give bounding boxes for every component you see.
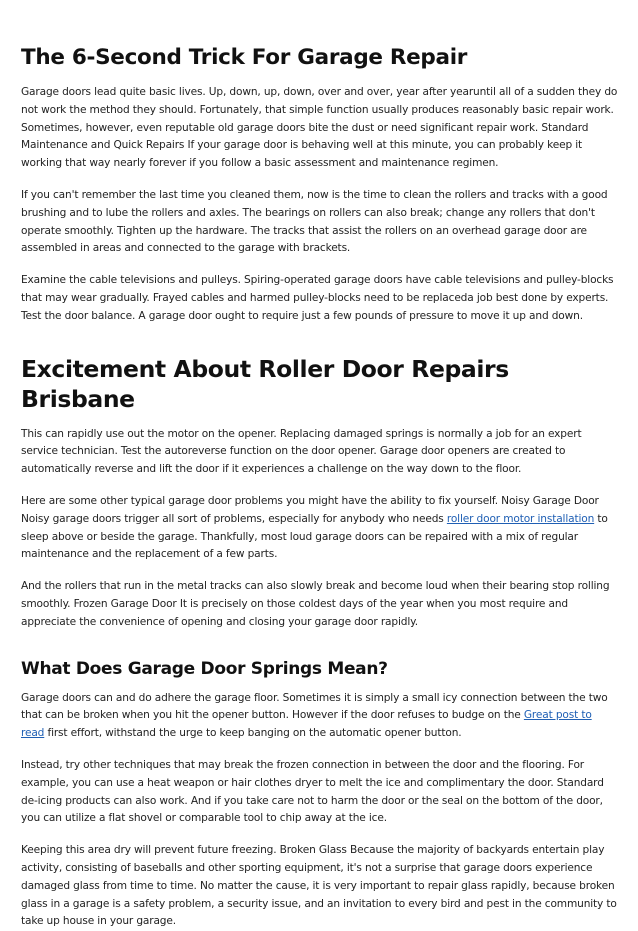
- paragraph: Instead, try other techniques that may break the frozen connection in between the door and the flooring. For example, you can use a heat weapon or hair clothes dryer to melt the ice and complimentary the door. Standard de-icing products can also work. And if you take care not to harm the door or the seal on the bottom of the door, you can utilize a flat shovel or comparable tool to chip away at the ice.: [21, 758, 604, 825]
- heading-garage-repair: The 6-Second Trick For Garage Repair: [21, 45, 468, 70]
- paragraph: Garage doors lead quite basic lives. Up, down, up, down, over and over, year after yearuntil all of a sudden they do not work the method they should. Fortunately, that simple function usually produces reasonably basic repair work. Sometimes, however, even reputable old garage doors bite the dust or need significant repair work. Standard Maintenance and Quick Repairs If your garage door is behaving well at this minute, you can probably keep it working that way nearly forever if you follow a basic assessment and maintenance regimen.: [21, 86, 618, 170]
- paragraph-text: first effort, withstand the urge to keep banging on the automatic opener button.: [44, 727, 462, 740]
- great-post-to-read-link[interactable]: Great post to read: [21, 709, 592, 740]
- paragraph-text: to sleep above or beside the garage. Thankfully, most loud garage doors can be repaired with a mix of regular maintenance and the replacement of a few parts.: [21, 512, 608, 561]
- roller-door-motor-installation-link[interactable]: roller door motor installation: [446, 512, 595, 525]
- heading-garage-door-springs: What Does Garage Door Springs Mean?: [21, 658, 388, 679]
- heading-roller-door-repairs: Excitement About Roller Door Repairs Brisbane: [21, 354, 509, 413]
- paragraph-with-link: [21, 690, 618, 743]
- paragraph: Keeping this area dry will prevent future freezing. Broken Glass Because the majority of backyards entertain play activity, consisting of baseballs and other sporting equipment, it's not a surprise that garage doors experience damaged glass from time to time. No matter the cause, it is very important to repair glass rapidly, because broken glass in a garage is a safety problem, a security issue, and an invitation to every bird and pest in the community to take up house in your garage.: [21, 844, 617, 928]
- paragraph: Examine the cable televisions and pulleys. Spiring-operated garage doors have cable televisions and pulley-blocks that may wear gradually. Frayed cables and harmed pulley-blocks need to be replaceda job best done by experts. Test the door balance. A garage door ought to require just a few pounds of pressure to move it up and down.: [21, 274, 614, 322]
- paragraph: And the rollers that run in the metal tracks can also slowly break and become loud when their bearing stop rolling smoothly. Frozen Garage Door It is precisely on those coldest days of the year when you most require and appreciate the convenience of opening and closing your garage door rapidly.: [21, 580, 610, 628]
- paragraph: If you can't remember the last time you cleaned them, now is the time to clean the rollers and tracks with a good brushing and to lube the rollers and axles. The bearings on rollers can also break; change any rollers that don't operate smoothly. Tighten up the hardware. The tracks that assist the rollers on an overhead garage door are assembled in areas and connected to the garage with brackets.: [21, 188, 608, 255]
- paragraph: This can rapidly use out the motor on the opener. Replacing damaged springs is normally a job for an expert service technician. Test the autoreverse function on the door opener. Garage door openers are created to automatically reverse and lift the door if it experiences a challenge on the way down to the floor.: [21, 427, 582, 476]
- paragraph-with-link: [21, 493, 618, 564]
- paragraph-text: Here are some other typical garage door problems you might have the ability to fix yourself. Noisy Garage Door Noisy garage doors trigger all sort of problems, especially for anybody who needs: [21, 494, 599, 525]
- paragraph-text: Garage doors can and do adhere the garage floor. Sometimes it is simply a small icy connection between the two that can be broken when you hit the opener button. However if the door refuses to budge on the: [21, 691, 608, 722]
